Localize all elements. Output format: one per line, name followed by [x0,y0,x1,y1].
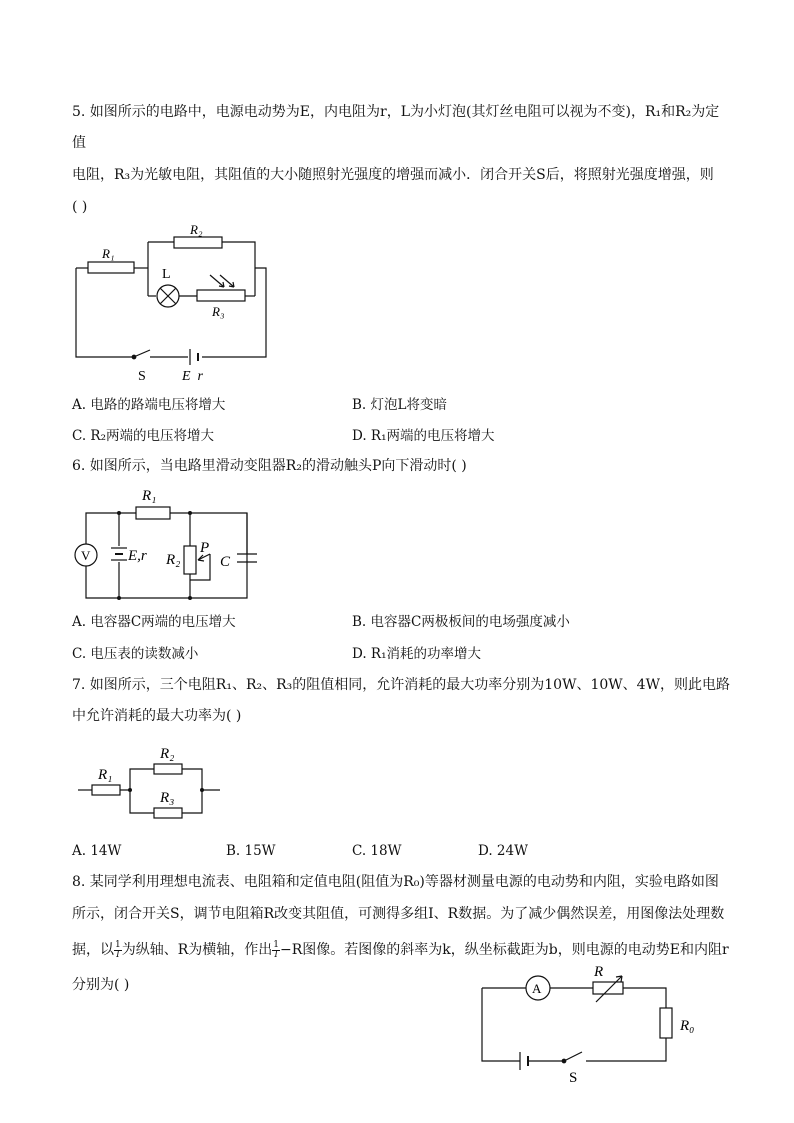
q5-stem-line2: 值 [72,135,86,151]
q6-option-b[interactable]: B. 电容器C两极板间的电场强度减小 [352,614,570,630]
q8-stem-line3-part-c: −R图像。若图像的斜率为k，纵坐标截距为b，则电源的电动势E和内阻r [280,942,729,958]
q5-label-r3: R₃ [212,304,225,319]
q6-label-voltmeter: V [81,548,91,563]
q8-label-r: R [594,964,604,980]
q7-resistor-r1 [92,785,120,795]
q5-stem-line3: 电阻，R₃为光敏电阻，其阻值的大小随照射光强度的增强而减小．闭合开关S后，将照射光强度增强，则 [72,167,714,183]
q7-option-d[interactable]: D. 24W [478,843,528,859]
q8-switch-blade [566,1052,582,1060]
q5-option-d[interactable]: D. R₁两端的电压将增大 [352,428,495,444]
q5-option-c[interactable]: C. R₂两端的电压将增大 [72,428,215,444]
q7-stem-line1: 7. 如图所示，三个电阻R₁、R₂、R₃的阻值相同，允许消耗的最大功率分别为10W、10W、4W，则此电路 [72,677,730,693]
q8-fraction-1-over-i [114,941,122,960]
q6-option-c[interactable]: C. 电压表的读数减小 [72,646,199,662]
q5-photoresistor-r3 [197,290,245,301]
fraction-numerator: 1 [115,939,121,950]
fraction-denominator: I [116,949,120,960]
q5-wire-outer [76,268,132,357]
q5-circuit-diagram [70,220,290,384]
q6-label-c: C [220,554,231,570]
q7-option-b[interactable]: B. 15W [226,843,276,859]
q8-stem-line2: 所示，闭合开关S，调节电阻箱R改变其阻值，可测得多组I、R数据。为了减少偶然误差，用图像法处理数 [72,906,725,922]
q8-label-ammeter: A [532,981,542,996]
fraction-denominator: I [274,949,278,960]
q6-circuit-diagram [74,482,274,602]
q7-option-a[interactable]: A. 14W [72,843,122,859]
q5-option-a[interactable]: A. 电路的路端电压将增大 [72,397,226,413]
q7-label-r1: R₁ [98,767,113,783]
q8-label-switch: S [569,1070,578,1086]
q5-label-r1: R₁ [102,246,115,261]
q8-fraction-1-over-i-2 [272,941,280,960]
fraction-numerator: 1 [273,939,280,950]
q7-resistor-r3 [154,808,182,818]
q7-label-r3: R₃ [160,790,175,806]
q7-label-r2: R₂ [160,746,175,762]
q5-label-source: E r [182,369,203,384]
q8-stem-line3-part-a: 据，以 [72,942,114,958]
q8-resistance-box-r [593,982,623,994]
q8-circuit-diagram [476,960,706,1086]
q6-option-d[interactable]: D. R₁消耗的功率增大 [352,646,482,662]
q8-stem-line3 [72,940,729,960]
q6-label-r2: R₂ [166,552,181,568]
q5-stem-line1: 5. 如图所示的电路中，电源电动势为E，内电阻为r，L为小灯泡(其灯丝电阻可以视为不变)，R₁和R₂为定 [72,104,720,120]
q7-resistor-r2 [154,764,182,774]
q5-label-lamp: L [162,267,171,282]
q5-stem-line4: ( ) [72,199,88,215]
q5-resistor-r2 [174,237,222,248]
q8-wire-top-left [482,988,520,1061]
q5-label-switch: S [138,369,146,384]
q6-label-source: E,r [128,548,147,564]
q7-stem-line2: 中允许消耗的最大功率为( ) [72,708,242,724]
q6-resistor-r1 [136,507,170,519]
q6-option-a[interactable]: A. 电容器C两端的电压增大 [72,614,236,630]
q6-label-r1: R₁ [142,488,157,504]
q8-resistor-r0 [660,1008,672,1038]
q6-label-p: P [200,540,210,556]
q5-label-r2: R₂ [190,222,203,237]
q5-resistor-r1 [88,262,134,273]
q6-rheostat-r2 [184,546,196,574]
q8-label-r0: R₀ [680,1018,695,1034]
q6-stem: 6. 如图所示，当电路里滑动变阻器R₂的滑动触头P向下滑动时( ) [72,458,467,474]
q8-stem-line4: 分别为( ) [72,977,130,993]
q7-option-c[interactable]: C. 18W [352,843,402,859]
q7-circuit-diagram [74,735,234,825]
q8-stem-line1: 8. 某同学利用理想电流表、电阻箱和定值电阻(阻值为R₀)等器材测量电源的电动势和内阻，实验电路如图 [72,874,719,890]
q5-switch-blade [136,350,150,356]
q8-stem-line3-part-b: 为纵轴、R为横轴，作出 [121,942,273,958]
q5-option-b[interactable]: B. 灯泡L将变暗 [352,397,447,413]
